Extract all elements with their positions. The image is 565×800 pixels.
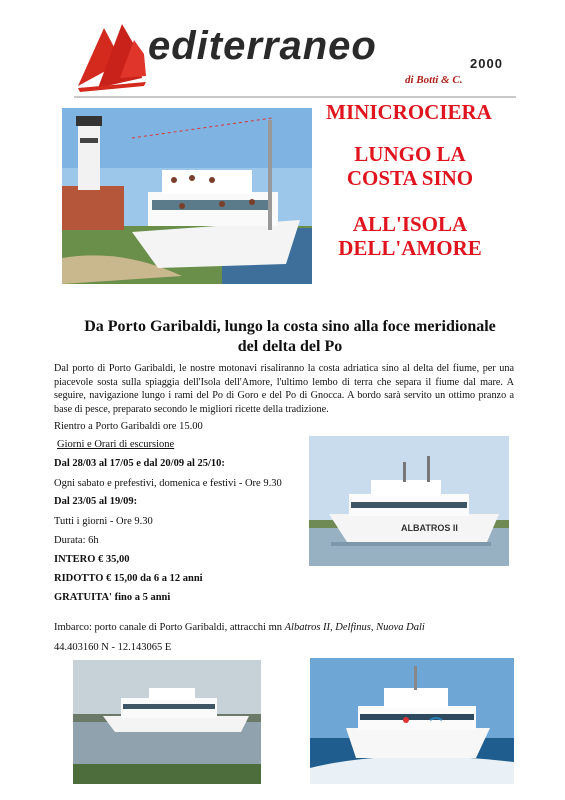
headline-line: COSTA SINO [346,166,474,190]
river-boat-photo [73,660,261,784]
logo-wordmark: editerraneo [148,24,377,68]
headline-line: DELL'AMORE [338,236,482,260]
intro-paragraph: Dal porto di Porto Garibaldi, le nostre motonavi risaliranno la costa adriatica sino al delta del fiume, per una piacevole sosta sulla spiaggia dell'Isola dell'Amore, l'ultimo lembo di terra che separa il fiume dal mare. A seguire, navigazione lungo i rami del Po di Goro e del Po di Gnocca. A bordo sarà servito un ottimo pranzo a base di pesce, preparato secondo le migliori ricette della tradizione. [54,363,514,415]
return-time: Rientro a Porto Garibaldi ore 15.00 [54,421,203,432]
period-1-days: Ogni sabato e prefestivi, domenica e festivi - Ore 9.30 [54,478,282,489]
article-heading-line2: del delta del Po [237,338,343,355]
article-heading [55,317,525,357]
price-full: INTERO € 35,00 [54,554,130,565]
red-sails-icon [78,24,146,92]
period-1: Dal 28/03 al 17/05 e dal 20/09 al 25/10: [54,458,225,469]
headline-line: LUNGO LA [354,142,466,166]
headline-isola-amore [310,212,510,260]
article-heading-line1: Da Porto Garibaldi, lungo la costa sino alla foce meridionale [84,318,496,335]
headline-line: ALL'ISOLA [352,212,468,236]
period-2: Dal 23/05 al 19/09: [54,496,138,507]
period-2-days: Tutti i giorni - Ore 9.30 [54,516,153,527]
schedule-title: Giorni e Orari di escursione [57,439,175,450]
boat-hull-name: ALBATROS II [401,523,458,533]
speeding-boat-photo [310,658,514,784]
price-free: GRATUITA' fino a 5 anni [54,592,171,603]
coordinates: 44.403160 N - 12.143065 E [54,642,172,653]
duration: Durata: 6h [54,535,99,546]
logo-year: 2000 [470,56,503,71]
price-reduced: RIDOTTO € 15,00 da 6 a 12 anni [54,573,203,584]
headline-minicrociera: MINICROCIERA [326,100,492,124]
boarding-info [54,622,425,633]
boarding-prefix: Imbarco: porto canale di Porto Garibaldi, attracchi mn [54,622,285,633]
logo-subtitle: di Botti & C. [405,74,463,86]
boarding-boats: Albatros II, Delfinus, Nuova Dali [284,622,425,633]
header-divider [74,96,516,98]
headline-lungo-la-costa [310,142,510,190]
albatros-boat-photo [309,436,509,566]
boat-lighthouse-photo [62,108,312,284]
